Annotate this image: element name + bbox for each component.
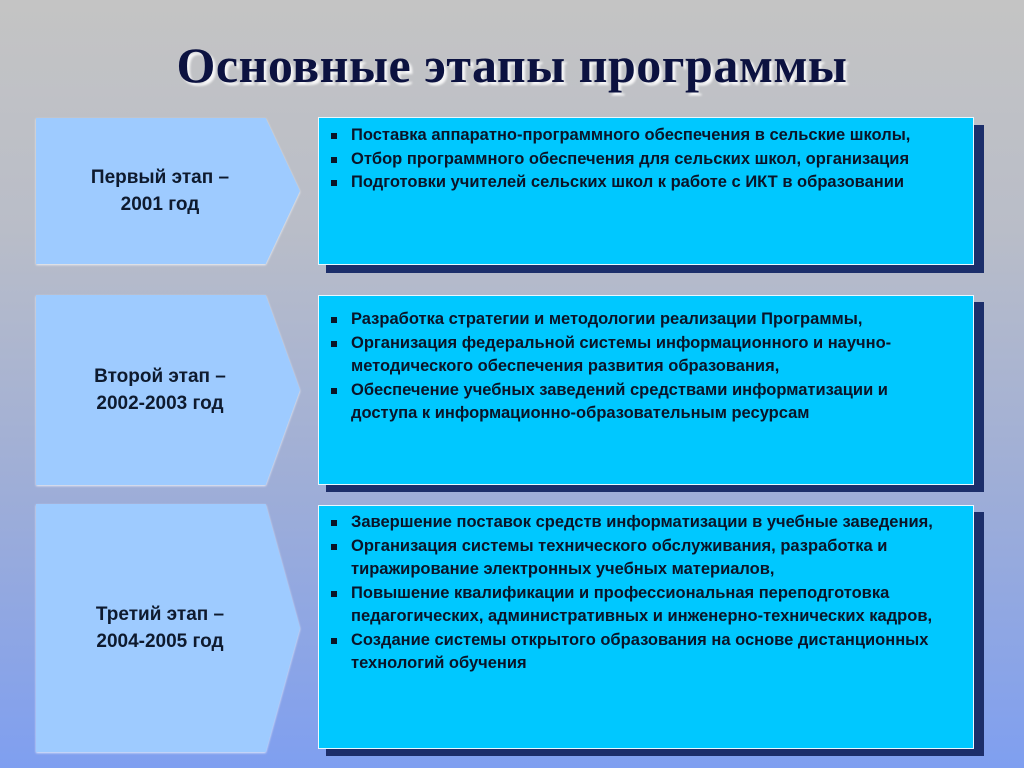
stage-1-chevron: [36, 118, 300, 264]
stage-2-box: [318, 295, 974, 485]
stage-2-label-line1: Второй этап –: [94, 366, 226, 387]
stage-2-item-text: Разработка стратегии и методологии реализации Программы,: [351, 310, 863, 328]
stage-2-item: [329, 379, 955, 426]
stage-1-item-text: Отбор программного обеспечения для сельских школ, организация: [351, 149, 910, 168]
stage-1-item-text: Поставка аппаратно-программного обеспечения в сельские школы,: [351, 126, 911, 144]
square-bullet-icon: [331, 157, 337, 163]
stage-2-item: [329, 308, 955, 332]
stage-3-box: [318, 505, 974, 749]
stage-3-item: [329, 629, 955, 676]
stage-3-label: [36, 504, 284, 752]
square-bullet-icon: [331, 544, 337, 550]
stage-3-list: [329, 511, 955, 676]
stage-2-list: [329, 308, 955, 426]
stage-1-list: [329, 124, 955, 195]
square-bullet-icon: [331, 520, 337, 526]
stage-2-item-text: Обеспечение учебных заведений средствами информатизации и доступа к информационно-образовательным ресурсам: [351, 380, 888, 422]
stage-3-item: [329, 582, 955, 629]
stage-3-chevron: [36, 504, 300, 752]
stage-3-label-line2: 2004-2005 год: [96, 631, 224, 652]
square-bullet-icon: [331, 180, 337, 186]
square-bullet-icon: [331, 133, 337, 139]
stage-2-label: [36, 295, 284, 485]
square-bullet-icon: [331, 388, 337, 394]
stage-2-label-line2: 2002-2003 год: [96, 393, 224, 414]
stage-1-item: [329, 171, 955, 195]
square-bullet-icon: [331, 638, 337, 644]
stage-2-chevron: [36, 295, 300, 485]
stage-1-box: [318, 117, 974, 265]
stage-1-item: [329, 148, 955, 172]
square-bullet-icon: [331, 591, 337, 597]
stage-3-item-text: Повышение квалификации и профессиональная переподготовка педагогических, административных и инженерно-технических кадров,: [351, 583, 933, 625]
stage-3-item-text: Создание системы открытого образования на основе дистанционных технологий обучения: [351, 630, 929, 672]
stage-3-item-text: Завершение поставок средств информатизации в учебные заведения,: [351, 513, 933, 531]
stage-3-item-text: Организация системы технического обслуживания, разработка и тиражирование электронных учебных материалов,: [351, 536, 888, 578]
stage-3-item: [329, 535, 955, 582]
stage-1-label: [36, 118, 284, 264]
slide-title: Основные этапы программы: [176, 37, 848, 93]
stage-2-item: [329, 332, 955, 379]
stage-2-item-text: Организация федеральной системы информационного и научно-методического обеспечения развития образования,: [351, 333, 892, 375]
stage-3-label-line1: Третий этап –: [95, 604, 225, 625]
stage-1-item: [329, 124, 955, 148]
stage-1-label-line2: 2001 год: [120, 194, 200, 215]
stage-1-item-text: Подготовки учителей сельских школ к работе с ИКТ в образовании: [351, 173, 904, 191]
stage-1-label-line1: Первый этап –: [90, 167, 230, 188]
square-bullet-icon: [331, 341, 337, 347]
square-bullet-icon: [331, 317, 337, 323]
stage-3-item: [329, 511, 955, 535]
